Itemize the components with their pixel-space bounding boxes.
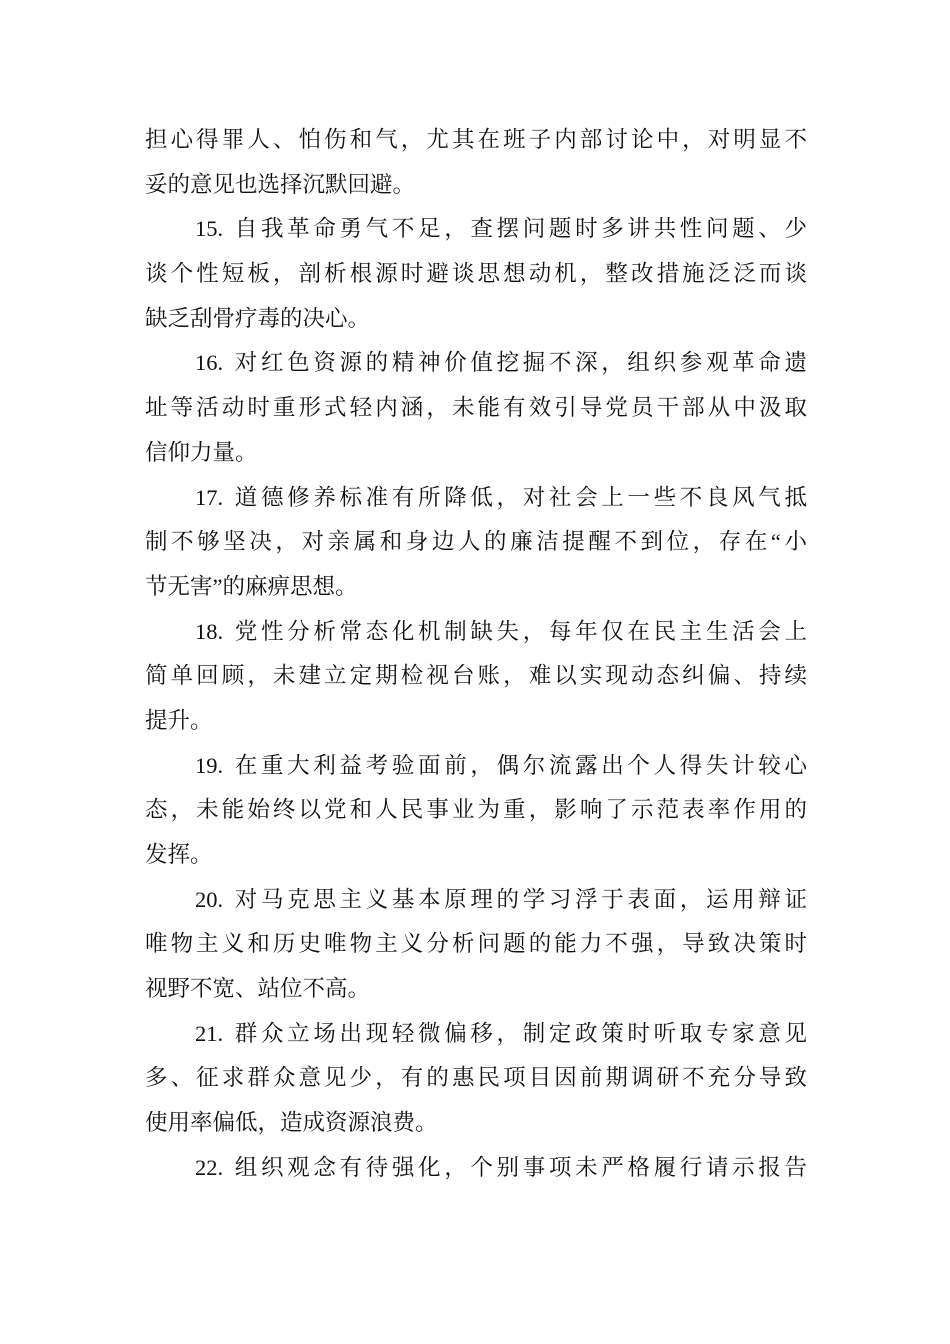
paragraph: [145, 744, 807, 878]
paragraph: [145, 1012, 807, 1146]
text-line: [145, 118, 807, 163]
text-line: [145, 297, 807, 342]
text-line: [145, 341, 807, 386]
text-line: [145, 788, 807, 833]
line-text: 道德修养标准有所降低，对社会上一些不良风气抵: [231, 484, 807, 510]
line-text: 提升。: [145, 707, 213, 733]
text-line: [145, 744, 807, 789]
text-line: [145, 699, 807, 744]
line-text: 在重大利益考验面前，偶尔流露出个人得失计较心: [231, 752, 807, 778]
paragraph: [145, 207, 807, 341]
document-page: [145, 118, 807, 1191]
item-number: 21.: [195, 1020, 224, 1046]
line-text: 制不够坚决，对亲属和身边人的廉洁提醒不到位，存在“小: [145, 529, 807, 555]
text-line: [145, 163, 807, 208]
line-text: 对红色资源的精神价值挖掘不深，组织参观革命遗: [231, 350, 807, 376]
line-text: 发挥。: [145, 842, 213, 867]
paragraph: [145, 118, 807, 207]
paragraph: [145, 1146, 807, 1191]
line-text: 多、征求群众意见少，有的惠民项目因前期调研不充分导致: [145, 1065, 807, 1091]
text-line: [145, 1056, 807, 1101]
text-line: [145, 967, 807, 1012]
line-text: 妥的意见也选择沉默回避。: [145, 171, 416, 197]
item-number: 19.: [195, 752, 224, 778]
line-text: 简单回顾，未建立定期检视台账，难以实现动态纠偏、持续: [145, 663, 807, 689]
line-text: 信仰力量。: [145, 439, 258, 465]
paragraph: [145, 476, 807, 610]
text-line: [145, 610, 807, 655]
item-number: 16.: [195, 350, 224, 376]
text-line: [145, 654, 807, 699]
item-number: 17.: [195, 484, 224, 510]
text-line: [145, 1012, 807, 1057]
text-line: [145, 207, 807, 252]
line-text: 使用率偏低，造成资源浪费。: [145, 1110, 438, 1136]
line-text: 态，未能始终以党和人民事业为重，影响了示范表率作用的: [145, 797, 807, 823]
text-line: [145, 431, 807, 476]
line-text: 对马克思主义基本原理的学习浮于表面，运用辩证: [231, 886, 807, 912]
text-line: [145, 833, 807, 878]
text-line: [145, 1101, 807, 1146]
line-text: 党性分析常态化机制缺失，每年仅在民主生活会上: [231, 618, 807, 644]
line-text: 节无害”的麻痹思想。: [145, 573, 358, 599]
line-text: 担心得罪人、怕伤和气，尤其在班子内部讨论中，对明显不: [145, 127, 807, 152]
line-text: 组织观念有待强化，个别事项未严格履行请示报告: [231, 1154, 807, 1180]
line-text: 自我革命勇气不足，查摆问题时多讲共性问题、少: [231, 216, 807, 242]
text-line: [145, 386, 807, 431]
text-line: [145, 252, 807, 297]
paragraph: [145, 341, 807, 475]
line-text: 缺乏刮骨疗毒的决心。: [145, 305, 371, 331]
paragraph: [145, 610, 807, 744]
text-line: [145, 520, 807, 565]
item-number: 22.: [195, 1154, 224, 1180]
item-number: 18.: [195, 618, 224, 644]
text-line: [145, 476, 807, 521]
text-line: [145, 878, 807, 923]
text-line: [145, 922, 807, 967]
line-text: 址等活动时重形式轻内涵，未能有效引导党员干部从中汲取: [145, 395, 807, 421]
item-number: 20.: [195, 886, 224, 912]
item-number: 15.: [195, 216, 224, 242]
text-line: [145, 1146, 807, 1191]
line-text: 群众立场出现轻微偏移，制定政策时听取专家意见: [231, 1020, 807, 1046]
line-text: 谈个性短板，剖析根源时避谈思想动机，整改措施泛泛而谈: [145, 261, 807, 287]
paragraph: [145, 878, 807, 1012]
text-line: [145, 565, 807, 610]
line-text: 视野不宽、站位不高。: [145, 976, 371, 1002]
line-text: 唯物主义和历史唯物主义分析问题的能力不强，导致决策时: [145, 931, 807, 957]
